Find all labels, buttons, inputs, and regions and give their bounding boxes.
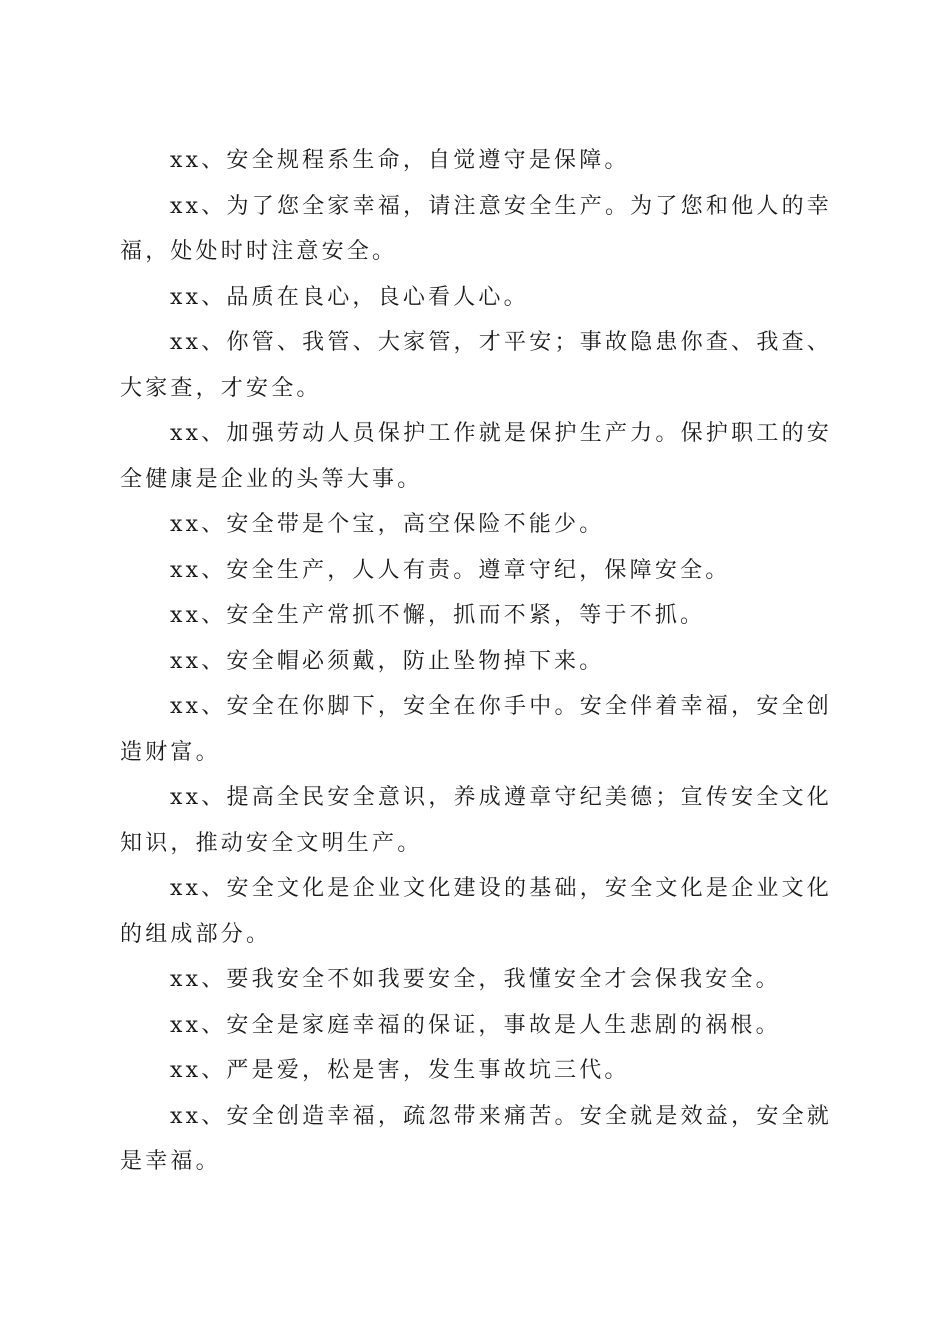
paragraph: xx、安全在你脚下，安全在你手中。安全伴着幸福，安全创造财富。 [120,694,832,765]
paragraph: xx、你管、我管、大家管，才平安；事故隐患你查、我查、大家查，才安全。 [120,330,832,401]
paragraph: xx、提高全民安全意识，养成遵章守纪美德；宣传安全文化知识，推动安全文明生产。 [120,785,832,856]
paragraph: xx、安全是家庭幸福的保证，事故是人生悲剧的祸根。 [170,1012,781,1038]
paragraph: xx、安全文化是企业文化建设的基础，安全文化是企业文化的组成部分。 [120,876,832,947]
paragraph: xx、安全生产，人人有责。遵章守纪，保障安全。 [170,557,731,583]
paragraph: xx、安全规程系生命，自觉遵守是保障。 [170,148,630,173]
document-page [120,138,832,1185]
paragraph: xx、安全生产常抓不懈，抓而不紧，等于不抓。 [170,603,706,628]
paragraph: xx、安全创造幸福，疏忽带来痛苦。安全就是效益，安全就是幸福。 [120,1103,832,1174]
paragraph: xx、安全带是个宝，高空保险不能少。 [170,512,605,537]
paragraph: xx、安全帽必须戴，防止坠物掉下来。 [170,648,605,674]
paragraph: xx、为了您全家幸福，请注意安全生产。为了您和他人的幸福，处处时时注意安全。 [120,193,832,264]
paragraph: xx、严是爱，松是害，发生事故坑三代。 [170,1058,630,1083]
paragraph: xx、要我安全不如我要安全，我懂安全才会保我安全。 [170,967,781,992]
paragraph: xx、加强劳动人员保护工作就是保护生产力。保护职工的安全健康是企业的头等大事。 [120,421,832,492]
paragraph: xx、品质在良心，良心看人心。 [170,284,529,310]
